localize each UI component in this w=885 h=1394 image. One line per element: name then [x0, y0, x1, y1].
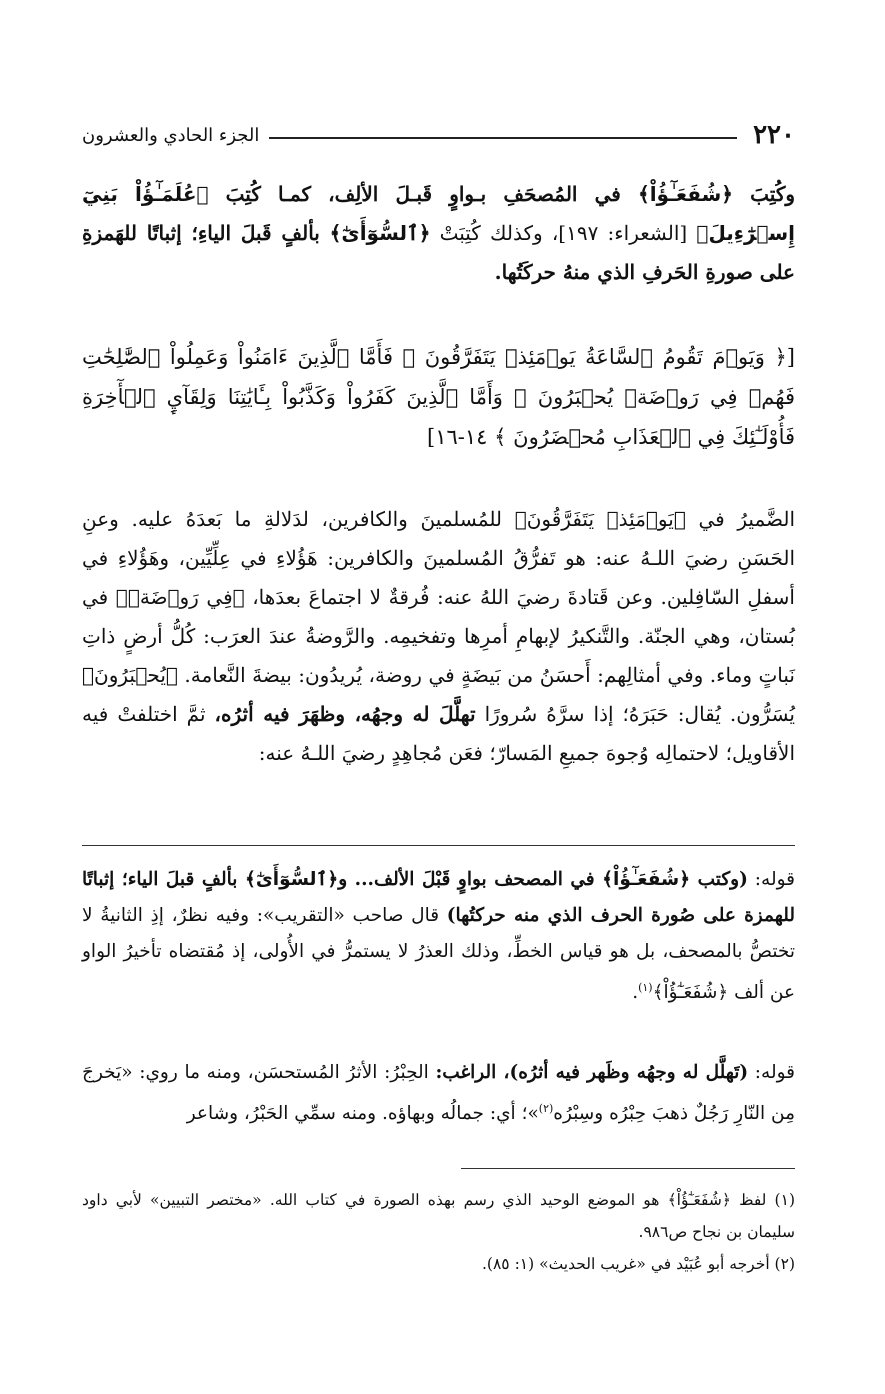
verse-quote: فِي رَوۡضَةٖ	[127, 585, 233, 609]
footnote-divider	[461, 1168, 795, 1169]
footnote-2: (٢) أخرجه أبو عُبَيْد في «غريب الحديث» (١: ٨٥).	[482, 1255, 795, 1273]
commentary-paragraph: قوله: (وكتب ﴿شُفَعَـٰٓؤُاْ﴾ في المصحف بواوٍ قَبْلَ الألف... و﴿ٱلسُّوٓأَىٰٓ﴾ بألفٍ قبلَ الياء؛ إثباتًا للهمزة على صُورة الحرف الذي منه حركتُها) قال صاحب «التقريب»: وفيه نظرٌ، إذِ الثانيةُ لا تختصُّ بالمصحف، بل هو قياس الخطِّ، وذلك العذرُ لا يستمرُّ في الأُولى، إذ مُقتضاه تأخيرُ الواو عن ألف ﴿شُفَعَـٰٓؤُاْ﴾$^{(١)}$.	[82, 869, 795, 1004]
page-header	[82, 118, 795, 152]
main-text-bottom	[82, 500, 795, 773]
verse-quote: شُفَعَـٰٓؤُاْ	[676, 1191, 722, 1209]
header-rule	[269, 137, 737, 139]
verse-quote: عُلَمَـٰٓؤُاْ بَنِيٓ إِسۡرَٰٓءِيلَ	[82, 182, 795, 245]
paragraph-commentary: الضَّميرُ في ﴿يَوۡمَئِذٖ يَتَفَرَّقُونَ﴾ للمُسلمينَ والكافرين، لدَلالةِ ما بَعدَهُ عليه. وعنِ الحَسَنِ رضيَ اللـهُ عنه: هو تَفرُّقُ المُسلمينَ والكافرين: هَؤُلاءِ في عِلِّيِّين، وهَؤُلاءِ في أسفلِ السّافِلين. وعن قَتادةَ رضيَ اللهُ عنه: فُرقةٌ لا اجتماعَ بعدَها، ﴿فِي رَوۡضَةٖ﴾ في بُستان، وهي الجنّة. والتَّنكيرُ لإبهامِ أمرِها وتفخيمِه. والرَّوضةُ عندَ العرَب: كُلُّ أرضٍ ذاتِ نَباتٍ وماء. وفي أمثالِهم: أَحسَنُ من بَيضَةٍ في روضة، يُريدُون: بيضةَ النَّعامة. ﴿يُحۡبَرُونَ﴾ يُسَرُّون. يُقال: حَبَرَهُ؛ إذا سرَّهُ سُرورًا تهلَّلَ له وجهُه، وظهَرَ فيه أثرُه، ثمَّ اختلفتْ فيه الأقاويل؛ لاحتمالِه وُجوهَ جميعِ المَسارّ؛ فعَن مُجاهِدٍ رضيَ اللـهُ عنه:	[82, 507, 796, 765]
footnote-ref-1[interactable]: (١)	[638, 981, 653, 994]
verse-quote: يُحۡبَرُونَ	[94, 663, 166, 687]
verse-quote: ٱلسُّوٓأَىٰٓ	[255, 869, 328, 890]
verse-quote: شُفَعَـٰٓؤُاْ	[613, 869, 680, 890]
footnotes	[82, 1184, 795, 1280]
quran-passage	[82, 337, 795, 457]
verse-quote: يَوۡمَئِذٖ يَتَفَرَّقُونَ	[526, 507, 674, 531]
main-text-top	[82, 175, 795, 292]
verse-quote: شُفَعَـٰٓؤُاْ	[649, 182, 722, 206]
paragraph-writing-rule: وكُتِبَ ﴿شُفَعَـٰٓؤُاْ﴾ في المُصحَفِ بـواوٍ قَبـلَ الألِف، كمـا كُتِبَ ﴿عُلَمَـٰٓؤُاْ بَنِيٓ إِسۡرَٰٓءِيلَ﴾ [الشعراء: ١٩٧]، وكذلك كُتِبَتْ ﴿ٱلسُّوٓأَىٰٓ﴾ بألفٍ قَبلَ الياءِ؛ إثباتًا للهَمزةِ على صورةِ الحَرفِ الذي منهُ حركَتُها.	[82, 182, 795, 284]
verse-text: وَيَوۡمَ تَقُومُ ٱلسَّاعَةُ يَوۡمَئِذٖ يَتَفَرَّقُونَ ۞ فَأَمَّا ٱلَّذِينَ ءَامَنُواْ وَعَمِلُواْ ٱلصَّٰلِحَٰتِ فَهُمۡ فِي رَوۡضَةٖ يُحۡبَرُونَ ۞ وَأَمَّا ٱلَّذِينَ كَفَرُواْ وَكَذَّبُواْ بِـَٔايَٰتِنَا وَلِقَآيِٕ ٱلۡأٓخِرَةِ فَأُوْلَـٰٓئِكَ فِي ٱلۡعَذَابِ مُحۡضَرُونَ	[82, 345, 795, 449]
commentary-block-2	[82, 1055, 795, 1132]
verse-reference: ١٤-١٦	[435, 425, 495, 449]
page-number: ٢٢٠	[753, 120, 795, 150]
verse-quote: شُفَعَـٰٓؤُاْ	[663, 982, 718, 1004]
commentary-divider	[82, 845, 795, 846]
running-head: الجزء الحادي والعشرون	[82, 124, 260, 146]
footnote-1: (١) لفظ ﴿شُفَعَـٰٓؤُاْ﴾ هو الموضع الوحيد الذي رسم بهذه الصورة في كتاب الله. «مختصر التبيين» لأبي داود سليمان بن نجاح ص٩٨٦.	[82, 1191, 795, 1241]
commentary-paragraph: قوله: (تَهلَّل له وجهُه وظَهر فيه أثرُه)، الراغب: الحِبْرُ: الأثرُ المُستحسَن، ومنه ما روي: «يَخرجَ مِن النّارِ رَجُلٌ ذهبَ حِبْرُه وسِبْرُه$^{(٢)}$»؛ أي: جمالُه وبهاؤه. ومنه سمِّي الحَبْرُ، وشاعر	[82, 1062, 795, 1125]
verse-quote: ٱلسُّوٓأَىٰٓ	[341, 221, 419, 245]
footnote-ref-2[interactable]: (٢)	[538, 1102, 554, 1115]
quran-verses: [﴿ وَيَوۡمَ تَقُومُ ٱلسَّاعَةُ يَوۡمَئِذٖ يَتَفَرَّقُونَ ۞ فَأَمَّا ٱلَّذِينَ ءَامَنُواْ وَعَمِلُواْ ٱلصَّٰلِحَٰتِ فَهُمۡ فِي رَوۡضَةٖ يُحۡبَرُونَ ۞ وَأَمَّا ٱلَّذِينَ كَفَرُواْ وَكَذَّبُواْ بِـَٔايَٰتِنَا وَلِقَآيِٕ ٱلۡأٓخِرَةِ فَأُوْلَـٰٓئِكَ فِي ٱلۡعَذَابِ مُحۡضَرُونَ ﴾ ١٤-١٦]	[82, 345, 795, 449]
commentary-block-1	[82, 862, 795, 1011]
